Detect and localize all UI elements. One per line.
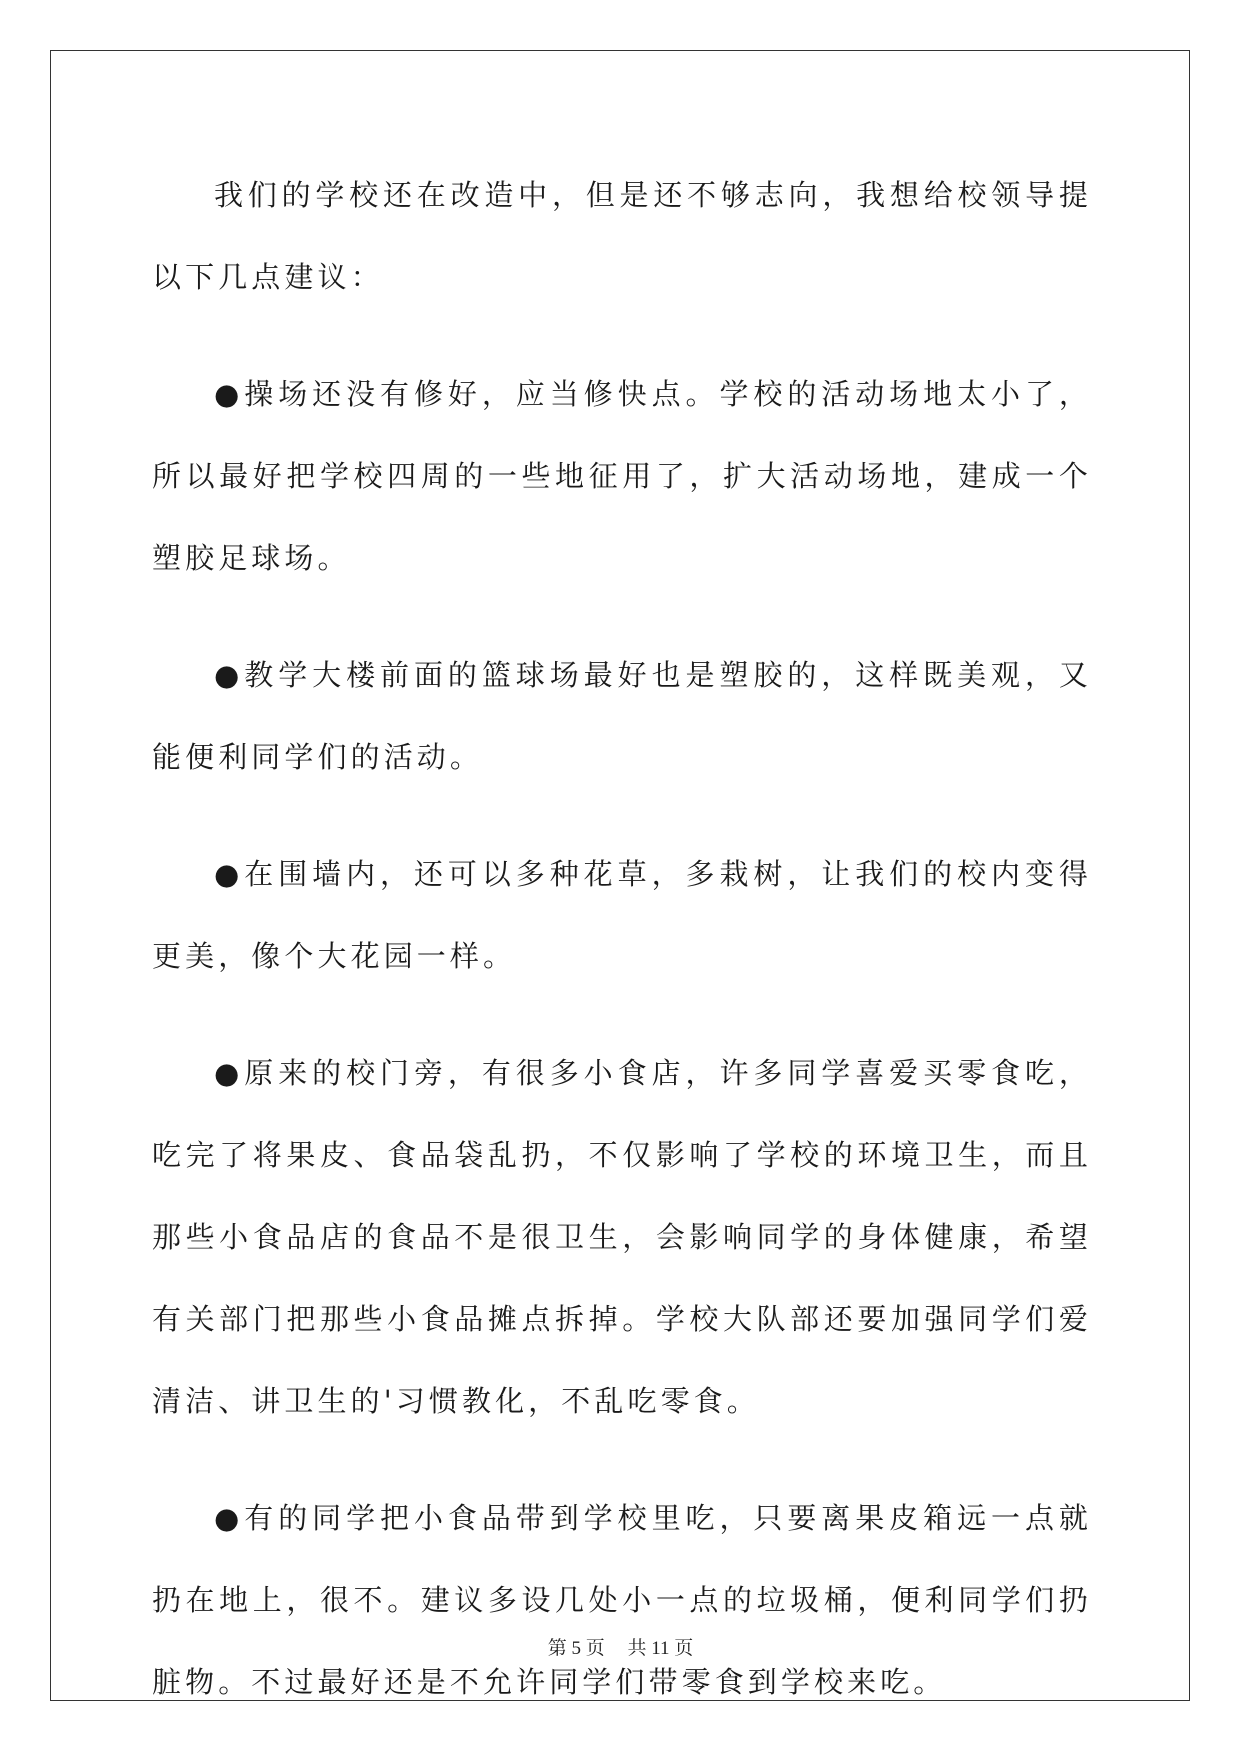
page-total: 共 11 页 [627, 1638, 694, 1659]
paragraph-intro: 我们的学校还在改造中，但是还不够志向，我想给校领导提以下几点建议： [152, 178, 1092, 294]
document-body [152, 154, 1092, 1758]
paragraph-trash-bins: ●有的同学把小食品带到学校里吃，只要离果皮箱远一点就扔在地上，很不。建议多设几处小一点的垃圾桶，便利同学们扔脏物。不过最好还是不允许同学们带零食到学校来吃。 [152, 1501, 1092, 1699]
paragraph-playground: ●操场还没有修好，应当修快点。学校的活动场地太小了，所以最好把学校四周的一些地征用了，扩大活动场地，建成一个塑胶足球场。 [152, 377, 1092, 575]
paragraph-greenery: ●在围墙内，还可以多种花草，多栽树，让我们的校内变得更美，像个大花园一样。 [152, 857, 1092, 973]
paragraph-snack-shops: ●原来的校门旁，有很多小食店，许多同学喜爱买零食吃，吃完了将果皮、食品袋乱扔，不仅影响了学校的环境卫生，而且那些小食品店的食品不是很卫生，会影响同学的身体健康，希望有关部门把那些小食品摊点拆掉。学校大队部还要加强同学们爱清洁、讲卫生的'习惯教化，不乱吃零食。 [152, 1056, 1092, 1418]
page-number: 第 5 页 [547, 1638, 605, 1659]
page-footer [0, 1633, 1241, 1660]
paragraph-basketball: ●教学大楼前面的篮球场最好也是塑胶的，这样既美观，又能便利同学们的活动。 [152, 658, 1092, 774]
